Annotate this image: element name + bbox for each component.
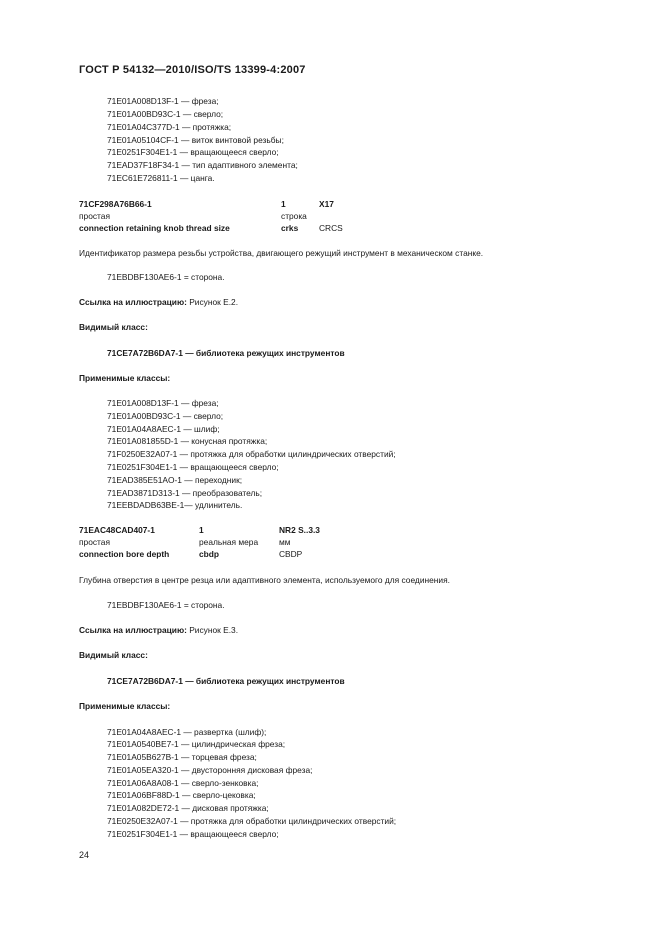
applicable-classes-label: Применимые классы: <box>79 373 171 383</box>
list-item: 71E01A00BD93C-1 — сверло; <box>107 411 224 421</box>
property-side: 71EBDBF130AE6-1 = сторона. <box>107 272 225 282</box>
illustration-value: Рисунок Е.3. <box>186 625 239 635</box>
page-number: 24 <box>79 850 90 860</box>
property-name: connection bore depth <box>79 549 170 559</box>
list-item: 71EEBDADB63BE-1— удлинитель. <box>107 500 243 510</box>
property-code: 71CF298A76B66-1 <box>79 199 152 209</box>
list-item: 71E01A04C377D-1 — протяжка; <box>107 122 232 132</box>
illustration-label: Ссылка на иллюстрацию: <box>79 297 187 307</box>
property-format: NR2 S..3.3 <box>279 525 320 535</box>
list-item: 71E01A0540BE7-1 — цилиндрическая фреза; <box>107 739 286 749</box>
property-definition: Глубина отверстия в центре резца или адаптивного элемента, используемого для соединения. <box>79 575 450 585</box>
visible-class-label: Видимый класс: <box>79 322 148 332</box>
illustration-value: Рисунок Е.2. <box>186 297 239 307</box>
list-item: 71E0251F304E1-1 — вращающееся сверло; <box>107 147 279 157</box>
illustration-label: Ссылка на иллюстрацию: <box>79 625 187 635</box>
list-item: 71E01A04A8AEC-1 — развертка (шлиф); <box>107 727 267 737</box>
property-name: connection retaining knob thread size <box>79 223 230 233</box>
property-number: 1 <box>199 525 204 535</box>
list-item: 71E0250E32A07-1 — протяжка для обработки цилиндрических отверстий; <box>107 816 397 826</box>
list-item: 71F0250E32A07-1 — протяжка для обработки цилиндрических отверстий; <box>107 449 396 459</box>
property-code: 71EAC48CAD407-1 <box>79 525 155 535</box>
property-symbol: cbdp <box>199 549 220 559</box>
applicable-classes-label: Применимые классы: <box>79 701 171 711</box>
property-type: простая <box>79 537 110 547</box>
list-item: 71E01A082DE72-1 — дисковая протяжка; <box>107 803 269 813</box>
property-type: простая <box>79 211 110 221</box>
property-datatype: строка <box>281 211 307 221</box>
property-number: 1 <box>281 199 286 209</box>
list-item: 71E01A06BF88D-1 — сверло-цековка; <box>107 790 256 800</box>
list-item: 71E0251F304E1-1 — вращающееся сверло; <box>107 829 279 839</box>
property-symbol: crks <box>281 223 299 233</box>
illustration-reference <box>79 625 238 636</box>
property-format: X17 <box>319 199 334 209</box>
list-item: 71E01A06A8A08-1 — сверло-зенковка; <box>107 778 259 788</box>
list-item: 71E01A04A8AEC-1 — шлиф; <box>107 424 220 434</box>
visible-class-value: 71CE7A72B6DA7-1 — библиотека режущих инструментов <box>107 348 345 358</box>
list-item: 71EAD385E51AO-1 — переходник; <box>107 475 243 485</box>
illustration-reference <box>79 297 238 308</box>
property-datatype: реальная мера <box>199 537 259 547</box>
property-definition: Идентификатор размера резьбы устройства, двигающего режущий инструмент в механическом станке. <box>79 248 484 258</box>
list-item: 71EC61E726811-1 — цанга. <box>107 173 215 183</box>
list-item: 71E01A081855D-1 — конусная протяжка; <box>107 436 268 446</box>
visible-class-label: Видимый класс: <box>79 650 148 660</box>
visible-class-value: 71CE7A72B6DA7-1 — библиотека режущих инструментов <box>107 676 345 686</box>
list-item: 71E01A05B627B-1 — торцевая фреза; <box>107 752 257 762</box>
list-item: 71E01A05104CF-1 — виток винтовой резьбы; <box>107 135 284 145</box>
list-item: 71E01A00BD93C-1 — сверло; <box>107 109 224 119</box>
list-item: 71E01A008D13F-1 — фреза; <box>107 398 219 408</box>
list-item: 71E01A008D13F-1 — фреза; <box>107 96 219 106</box>
property-side: 71EBDBF130AE6-1 = сторона. <box>107 600 225 610</box>
property-symbol-upper: CBDP <box>279 549 303 559</box>
list-item: 71EAD37F18F34-1 — тип адаптивного элемента; <box>107 160 298 170</box>
document-header: ГОСТ Р 54132—2010/ISO/TS 13399-4:2007 <box>79 64 306 76</box>
list-item: 71E01A05EA320-1 — двусторонняя дисковая фреза; <box>107 765 313 775</box>
property-symbol-upper: CRCS <box>319 223 343 233</box>
list-item: 71EAD3871D313-1 — преобразователь; <box>107 488 263 498</box>
list-item: 71E0251F304E1-1 — вращающееся сверло; <box>107 462 279 472</box>
property-unit: мм <box>279 537 291 547</box>
